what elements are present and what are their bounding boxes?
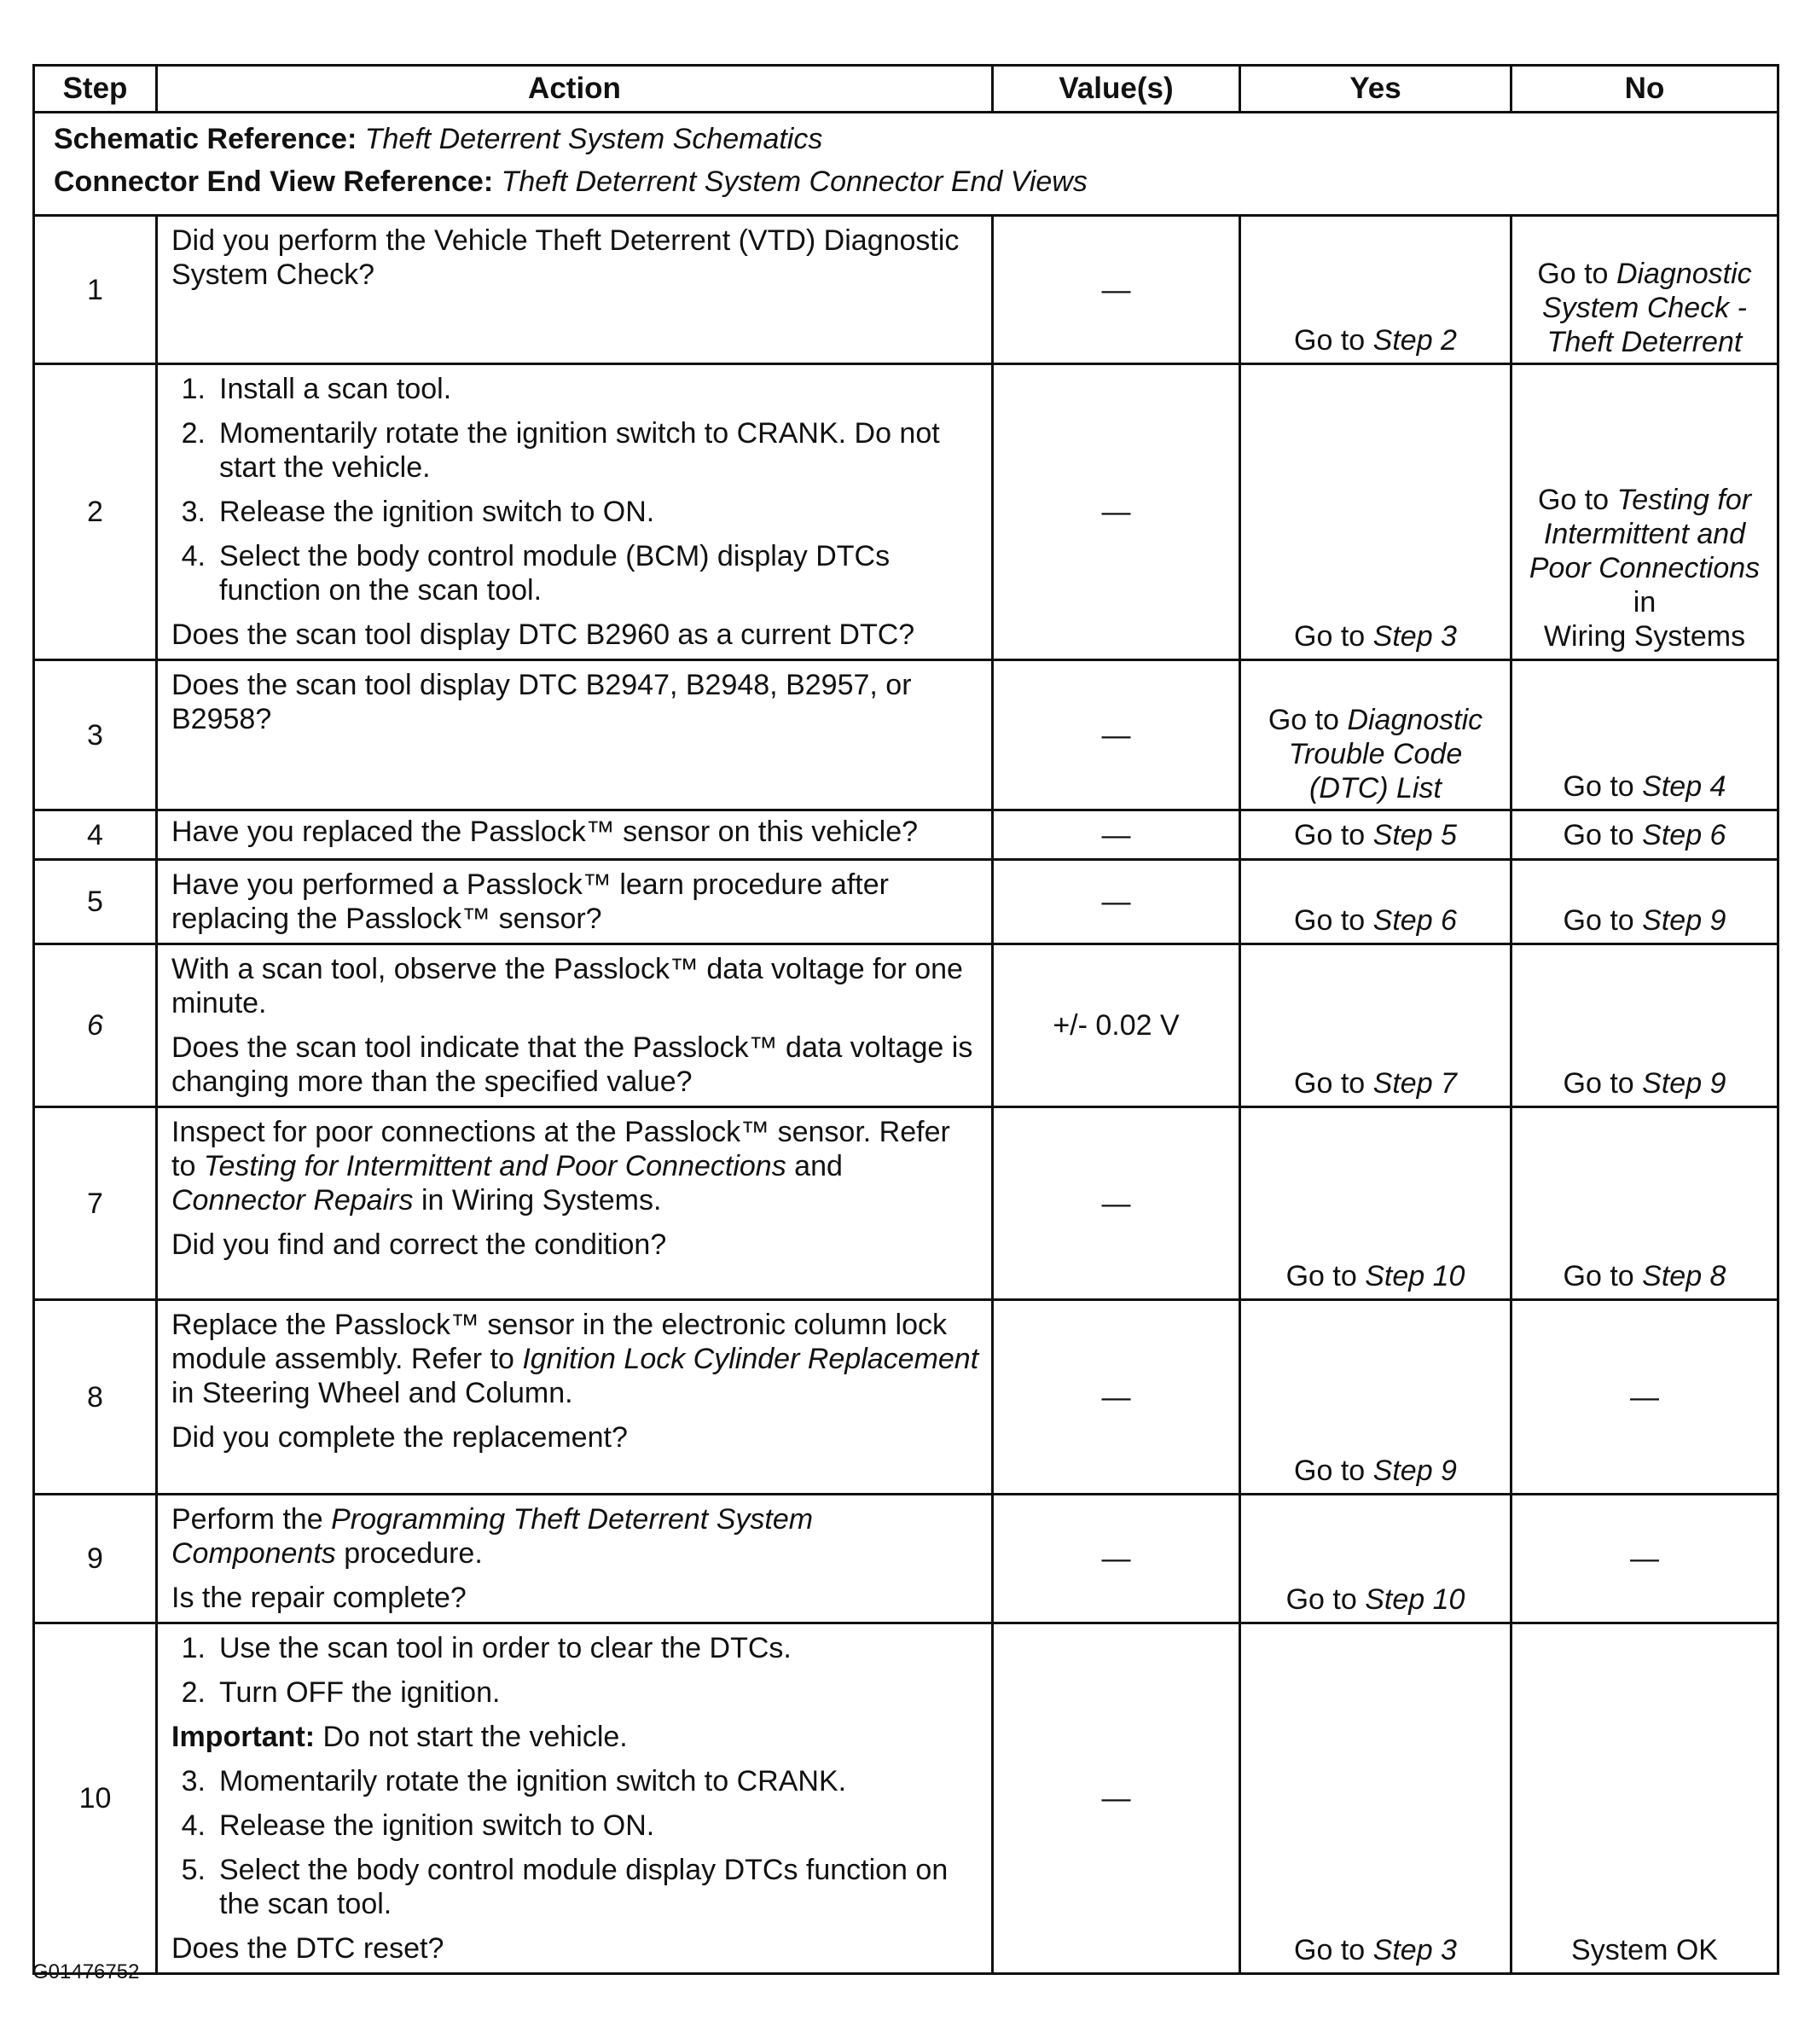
important-label: Important: — [171, 1721, 316, 1753]
no-suffix-in: in — [1633, 586, 1656, 618]
yes-link[interactable]: Step 9 — [1372, 1455, 1457, 1487]
diagnostic-table — [32, 64, 1779, 1975]
no-prefix: Go to — [1537, 484, 1610, 516]
yes-cell[interactable] — [1240, 810, 1511, 860]
schematic-reference — [54, 122, 1758, 156]
yes-cell[interactable] — [1240, 660, 1511, 810]
step-number: 6 — [34, 944, 157, 1107]
yes-cell[interactable] — [1240, 1107, 1511, 1300]
reference-cell — [34, 113, 1778, 216]
important-text: Do not start the vehicle. — [322, 1721, 628, 1753]
yes-prefix: Go to — [1294, 1455, 1366, 1487]
action-question: Does the scan tool display DTC B2960 as a current DTC? — [171, 618, 915, 651]
no-cell[interactable] — [1511, 1107, 1778, 1300]
yes-prefix: Go to — [1294, 818, 1366, 851]
list-item-text: Momentarily rotate the ignition switch to CRANK. — [219, 1765, 847, 1797]
value-cell: — — [993, 810, 1240, 860]
yes-prefix: Go to — [1294, 1067, 1366, 1100]
value-cell: — — [993, 216, 1240, 364]
action-cell — [157, 216, 993, 364]
action-cell — [157, 1107, 993, 1300]
step-number: 10 — [34, 1623, 157, 1974]
yes-prefix: Go to — [1294, 904, 1366, 937]
table-row — [34, 660, 1778, 810]
action-cell — [157, 810, 993, 860]
action-text: Have you replaced the Passlock™ sensor on this vehicle? — [171, 816, 919, 848]
action-cell — [157, 860, 993, 944]
header-yes: Yes — [1240, 66, 1511, 113]
yes-prefix: Go to — [1268, 704, 1339, 736]
action-link-testing[interactable]: Testing for Intermittent and Poor Connections — [203, 1150, 786, 1182]
yes-link[interactable]: Step 5 — [1372, 818, 1457, 851]
no-cell[interactable] — [1511, 216, 1778, 364]
list-item-number: 4. — [181, 1809, 206, 1842]
no-prefix: Go to — [1563, 904, 1634, 937]
yes-link[interactable]: Diagnostic Trouble Code (DTC) List — [1288, 704, 1483, 804]
no-prefix: Go to — [1563, 770, 1634, 803]
no-prefix: Go to — [1563, 1260, 1634, 1292]
action-list — [171, 372, 979, 607]
action-text-tail: procedure. — [344, 1537, 483, 1570]
action-text — [171, 1115, 979, 1217]
action-link-connector-repairs[interactable]: Connector Repairs — [171, 1184, 414, 1217]
action-cell — [157, 660, 993, 810]
action-question: Does the DTC reset? — [171, 1932, 444, 1965]
list-item-number: 1. — [181, 1632, 206, 1664]
figure-id: G01476752 — [32, 1960, 140, 1983]
connector-reference-link[interactable]: Theft Deterrent System Connector End Views — [501, 165, 1088, 198]
step-number: 9 — [34, 1495, 157, 1623]
yes-cell[interactable] — [1240, 860, 1511, 944]
no-cell: — — [1511, 1495, 1778, 1623]
list-item-text: Install a scan tool. — [219, 373, 452, 405]
step-number: 1 — [34, 216, 157, 364]
list-item-text: Select the body control module (BCM) display DTCs function on the scan tool. — [219, 540, 891, 607]
list-item — [171, 1853, 979, 1921]
list-item-number: 4. — [181, 540, 206, 572]
table-row — [34, 1495, 1778, 1623]
no-cell[interactable] — [1511, 660, 1778, 810]
table-row — [34, 944, 1778, 1107]
yes-link[interactable]: Step 10 — [1365, 1260, 1465, 1292]
action-question: Did you complete the replacement? — [171, 1421, 628, 1454]
no-link[interactable]: Step 6 — [1642, 818, 1726, 851]
list-item-text: Release the ignition switch to ON. — [219, 496, 655, 528]
yes-link[interactable]: Step 3 — [1372, 1934, 1457, 1966]
connector-reference — [54, 165, 1758, 199]
important-note — [171, 1720, 979, 1754]
yes-cell[interactable] — [1240, 1300, 1511, 1495]
no-prefix: Go to — [1537, 258, 1609, 290]
no-link[interactable]: Testing for Intermittent and Poor Connections — [1529, 484, 1761, 584]
action-cell — [157, 944, 993, 1107]
diagnostic-table-sheet — [32, 64, 1777, 1975]
action-link-ignition-lock[interactable]: Ignition Lock Cylinder Replacement — [522, 1343, 979, 1375]
no-suffix: Wiring Systems — [1543, 620, 1746, 653]
table-row — [34, 216, 1778, 364]
table-row — [34, 860, 1778, 944]
action-text — [171, 1308, 979, 1410]
yes-cell[interactable] — [1240, 1623, 1511, 1974]
list-item-text: Use the scan tool in order to clear the DTCs. — [219, 1632, 792, 1664]
no-link[interactable]: Diagnostic System Check - Theft Deterrent — [1542, 258, 1752, 358]
yes-cell[interactable] — [1240, 364, 1511, 660]
step-number: 2 — [34, 364, 157, 660]
list-item — [171, 1764, 979, 1798]
value-cell: — — [993, 1623, 1240, 1974]
value-cell: +/- 0.02 V — [993, 944, 1240, 1107]
reference-row — [34, 113, 1778, 216]
table-row — [34, 364, 1778, 660]
no-cell[interactable] — [1511, 944, 1778, 1107]
value-cell: — — [993, 1107, 1240, 1300]
list-item-text: Release the ignition switch to ON. — [219, 1809, 655, 1842]
list-item — [171, 1631, 979, 1665]
header-action: Action — [157, 66, 993, 113]
action-question: Did you find and correct the condition? — [171, 1228, 667, 1261]
action-text: Did you perform the Vehicle Theft Deterrent (VTD) Diagnostic System Check? — [171, 224, 960, 291]
yes-prefix: Go to — [1294, 324, 1366, 357]
action-cell — [157, 1495, 993, 1623]
action-text-tail: in Wiring Systems. — [421, 1184, 662, 1217]
list-item-number: 5. — [181, 1854, 206, 1886]
step-number: 5 — [34, 860, 157, 944]
no-link[interactable]: Step 9 — [1642, 1067, 1726, 1100]
no-link[interactable]: Step 9 — [1642, 904, 1726, 937]
no-cell: System OK — [1511, 1623, 1778, 1974]
list-item — [171, 416, 979, 485]
header-no: No — [1511, 66, 1778, 113]
step-number: 7 — [34, 1107, 157, 1300]
schematic-reference-label: Schematic Reference: — [54, 123, 357, 155]
list-item — [171, 1809, 979, 1843]
action-text: Have you performed a Passlock™ learn procedure after replacing the Passlock™ sensor? — [171, 868, 889, 935]
schematic-reference-link[interactable]: Theft Deterrent System Schematics — [364, 123, 823, 155]
yes-cell[interactable] — [1240, 944, 1511, 1107]
action-text-start: Inspect for poor connections at the Passlock™ sensor. Refer to — [171, 1116, 950, 1182]
list-item-text: Turn OFF the ignition. — [219, 1676, 501, 1709]
list-item-number: 2. — [181, 417, 206, 450]
table-row — [34, 810, 1778, 860]
step-number: 3 — [34, 660, 157, 810]
step-number: 8 — [34, 1300, 157, 1495]
list-item-number: 3. — [181, 496, 206, 528]
yes-prefix: Go to — [1294, 1934, 1366, 1966]
list-item-number: 3. — [181, 1765, 206, 1797]
no-link[interactable]: Step 8 — [1642, 1260, 1726, 1292]
list-item-text: Momentarily rotate the ignition switch to CRANK. Do not start the vehicle. — [219, 417, 940, 484]
action-list — [171, 1764, 979, 1921]
yes-link[interactable]: Step 3 — [1372, 620, 1457, 653]
list-item-number: 2. — [181, 1676, 206, 1709]
action-text: With a scan tool, observe the Passlock™ data voltage for one minute. — [171, 953, 963, 1019]
action-text-tail: in Steering Wheel and Column. — [171, 1377, 573, 1409]
yes-prefix: Go to — [1285, 1260, 1357, 1292]
action-link-programming[interactable]: Programming Theft Deterrent System Components — [171, 1503, 814, 1570]
action-cell — [157, 1300, 993, 1495]
yes-link[interactable]: Step 10 — [1365, 1583, 1465, 1616]
connector-reference-label: Connector End View Reference: — [54, 165, 494, 198]
yes-cell[interactable] — [1240, 216, 1511, 364]
action-text — [171, 1502, 979, 1571]
no-cell: — — [1511, 1300, 1778, 1495]
step-number: 4 — [34, 810, 157, 860]
value-cell: — — [993, 1300, 1240, 1495]
yes-prefix: Go to — [1285, 1583, 1357, 1616]
action-question: Does the scan tool indicate that the Passlock™ data voltage is changing more than the specified value? — [171, 1031, 973, 1098]
value-cell: — — [993, 1495, 1240, 1623]
table-row — [34, 1107, 1778, 1300]
action-text-and: and — [794, 1150, 843, 1182]
action-cell — [157, 364, 993, 660]
list-item — [171, 1675, 979, 1710]
value-cell: — — [993, 364, 1240, 660]
action-text: Does the scan tool display DTC B2947, B2948, B2957, or B2958? — [171, 669, 912, 735]
action-text-start: Replace the Passlock™ sensor in the electronic column lock module assembly. Refer to — [171, 1309, 947, 1375]
table-row — [34, 1300, 1778, 1495]
list-item-text: Select the body control module display DTCs function on the scan tool. — [219, 1854, 949, 1920]
action-question: Is the repair complete? — [171, 1582, 467, 1614]
value-cell: — — [993, 860, 1240, 944]
no-cell[interactable] — [1511, 860, 1778, 944]
yes-link[interactable]: Step 6 — [1372, 904, 1457, 937]
no-cell[interactable] — [1511, 810, 1778, 860]
yes-link[interactable]: Step 7 — [1372, 1067, 1457, 1100]
table-row — [34, 1623, 1778, 1974]
yes-link[interactable]: Step 2 — [1372, 324, 1457, 357]
header-step: Step — [34, 66, 157, 113]
header-values: Value(s) — [993, 66, 1240, 113]
yes-prefix: Go to — [1294, 620, 1366, 653]
list-item — [171, 495, 979, 529]
list-item — [171, 539, 979, 607]
list-item-number: 1. — [181, 373, 206, 405]
no-link[interactable]: Step 4 — [1642, 770, 1726, 803]
no-prefix: Go to — [1563, 818, 1634, 851]
action-list — [171, 1631, 979, 1710]
header-row — [34, 66, 1778, 113]
yes-cell[interactable] — [1240, 1495, 1511, 1623]
action-cell — [157, 1623, 993, 1974]
no-prefix: Go to — [1563, 1067, 1634, 1100]
no-cell[interactable] — [1511, 364, 1778, 660]
list-item — [171, 372, 979, 406]
value-cell: — — [993, 660, 1240, 810]
action-text-start: Perform the — [171, 1503, 323, 1536]
